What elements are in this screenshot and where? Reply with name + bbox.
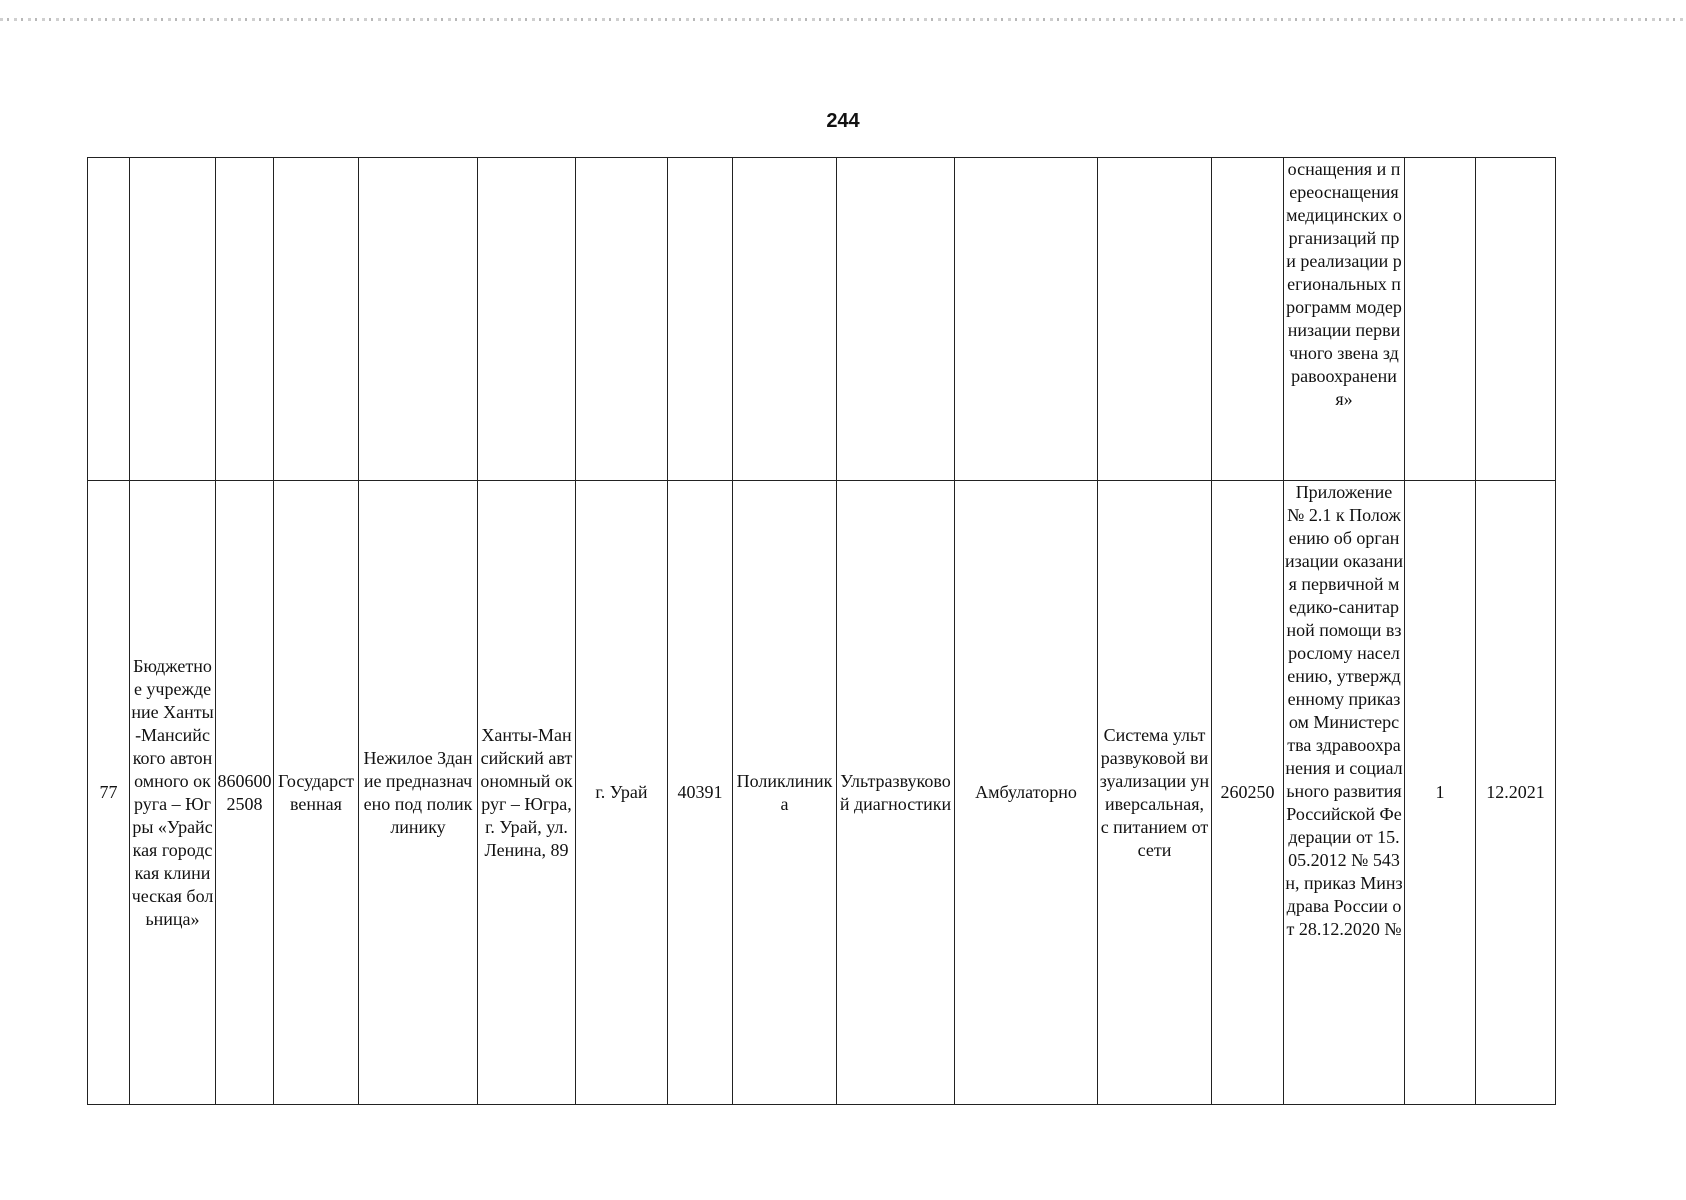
city: г. Урай [576, 481, 668, 1105]
cell-empty [837, 158, 955, 481]
regulatory-basis: Приложение № 2.1 к Положению об организации оказания первичной медико-санитарной помощи взрослому населению, утвержденному приказом Министерства здравоохранения и социального развития Российской Федерации от 15.05.2012 № 543н, приказ Минздрава России от 28.12.2020 № [1284, 481, 1405, 1105]
scan-edge-artifact [0, 18, 1686, 21]
ownership-form: Государственная [274, 481, 359, 1105]
cell-empty [1405, 158, 1476, 481]
organization-name: Бюджетное учреждение Ханты-Мансийского автономного округа – Югры «Урайская городская клиническая больница» [130, 481, 216, 1105]
continuation-row [88, 158, 1556, 481]
cell-empty [130, 158, 216, 481]
department: Ультразвуковой диагностики [837, 481, 955, 1105]
cell-empty [88, 158, 130, 481]
okato-code: 40391 [668, 481, 733, 1105]
quantity: 1 [1405, 481, 1476, 1105]
address: Ханты-Мансийский автономный округ – Югра, г. Урай, ул.Ленина, 89 [478, 481, 576, 1105]
cell-empty [1212, 158, 1284, 481]
equipment-table [87, 157, 1556, 1105]
cell-empty [274, 158, 359, 481]
organization-code: 8606002508 [216, 481, 274, 1105]
cell-empty [359, 158, 478, 481]
care-form: Амбулаторно [955, 481, 1098, 1105]
cell-empty [216, 158, 274, 481]
unit-type: Поликлиника [733, 481, 837, 1105]
cell-empty [1098, 158, 1212, 481]
row-number: 77 [88, 481, 130, 1105]
basis-text-continuation: оснащения и переоснащения медицинских организаций при реализации региональных программ модернизации первичного звена здравоохранения» [1284, 158, 1405, 481]
page-number: 244 [826, 110, 860, 132]
building-description: Нежилое Здание предназначено под поликлинику [359, 481, 478, 1105]
cell-empty [478, 158, 576, 481]
equipment-code: 260250 [1212, 481, 1284, 1105]
cell-empty [955, 158, 1098, 481]
cell-empty [1476, 158, 1556, 481]
delivery-date: 12.2021 [1476, 481, 1556, 1105]
cell-empty [576, 158, 668, 481]
cell-empty [668, 158, 733, 481]
equipment-name: Система ультразвуковой визуализации универсальная, с питанием от сети [1098, 481, 1212, 1105]
cell-empty [733, 158, 837, 481]
table-row [88, 481, 1556, 1105]
